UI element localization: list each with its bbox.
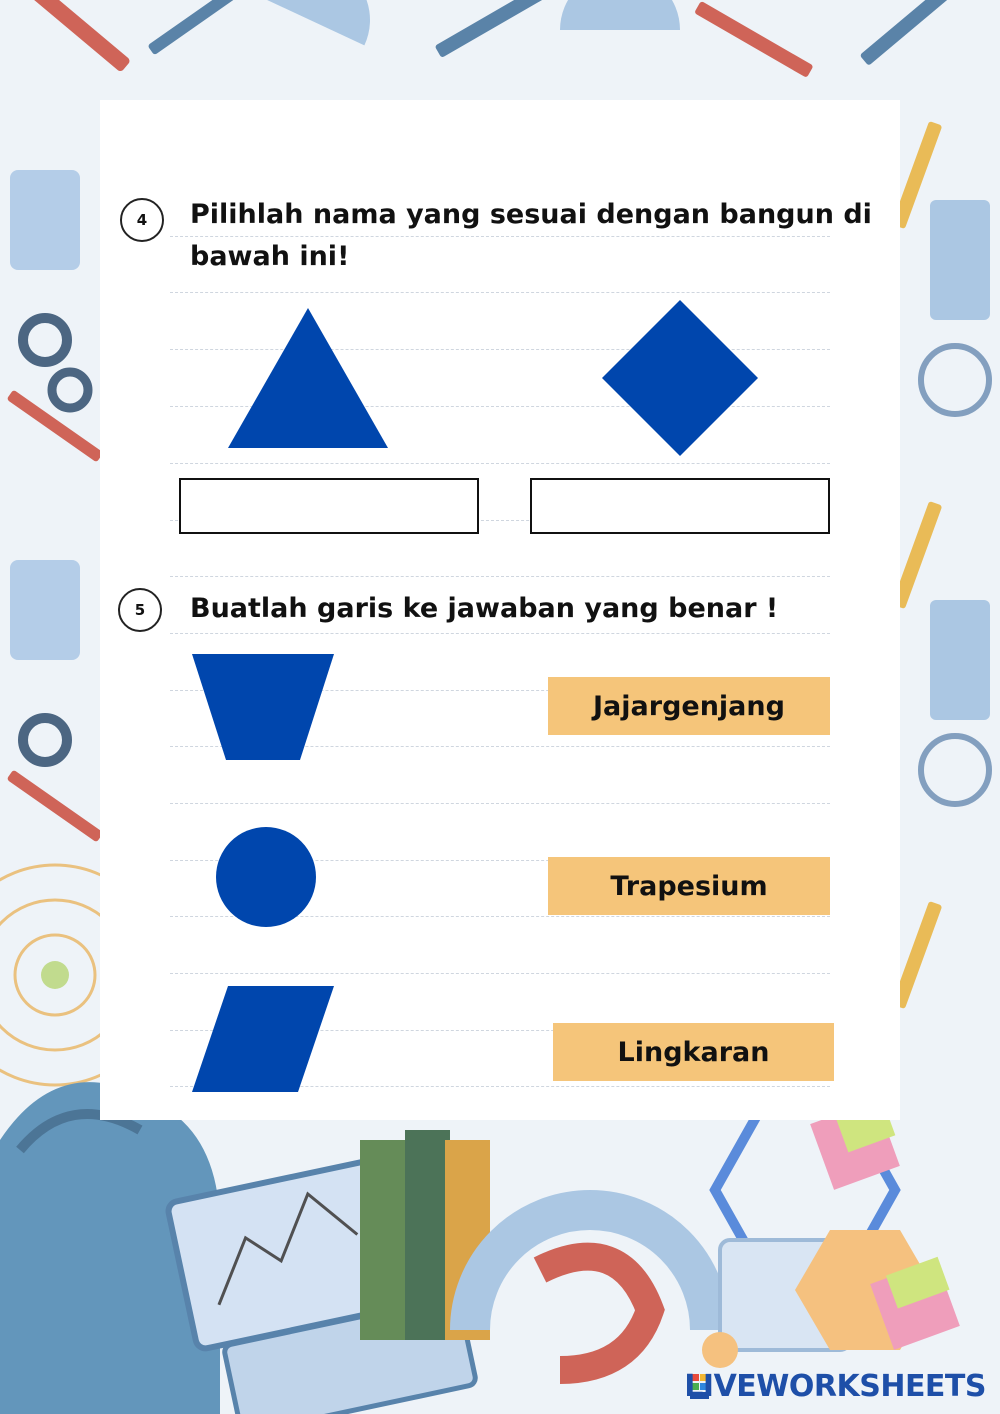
question-4-line-1: Pilihlah nama yang sesuai dengan bangun di [190, 199, 872, 230]
label-lingkaran[interactable]: Lingkaran [553, 1023, 834, 1081]
circle-shape[interactable] [215, 826, 317, 928]
parallelogram-shape[interactable] [192, 986, 334, 1092]
guide-line [170, 633, 830, 634]
guide-line [170, 292, 830, 293]
guide-line [170, 803, 830, 804]
label-trapesium[interactable]: Trapesium [548, 857, 830, 915]
guide-line [170, 973, 830, 974]
question-5-number: 5 [118, 588, 162, 632]
question-5-text: Buatlah garis ke jawaban yang benar ! [190, 593, 779, 624]
question-4-line-2: bawah ini! [190, 241, 350, 272]
trapezoid-shape[interactable] [192, 654, 334, 760]
guide-line [170, 463, 830, 464]
question-4-text [190, 194, 872, 278]
triangle-shape [226, 306, 390, 450]
answer-input-triangle[interactable] [179, 478, 479, 534]
answer-input-rhombus[interactable] [530, 478, 830, 534]
rhombus-shape [600, 298, 760, 458]
question-4-number: 4 [120, 198, 164, 242]
label-jajargenjang[interactable]: Jajargenjang [548, 677, 830, 735]
liveworksheets-brand[interactable]: LIVEWORKSHEETS [684, 1369, 986, 1404]
guide-line [170, 576, 830, 577]
